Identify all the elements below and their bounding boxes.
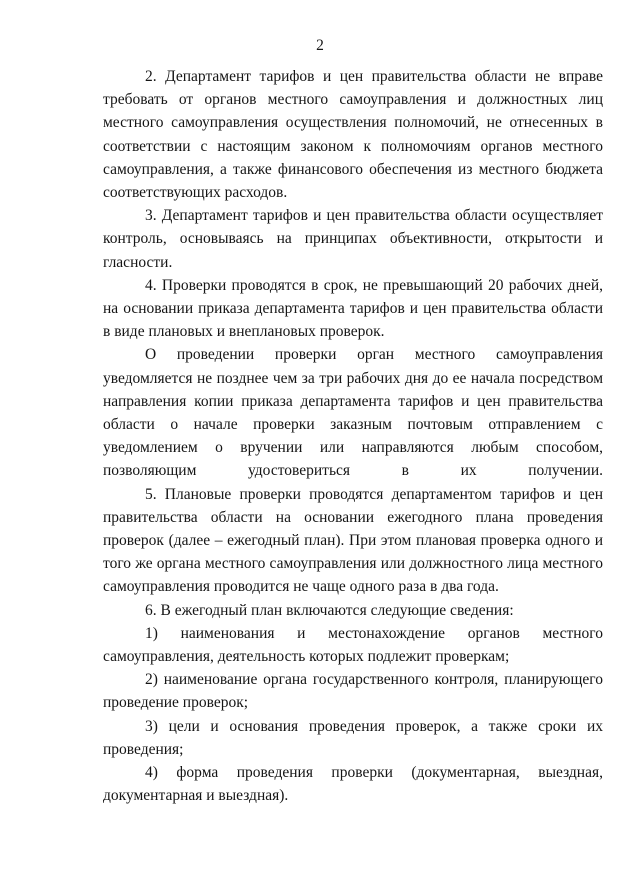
paragraph-line: 1) наименования и местонахождение органов местного xyxy=(145,624,603,642)
paragraph-line: 2. Департамент тарифов и цен правительства области не вправе xyxy=(145,68,603,85)
paragraph xyxy=(103,274,603,344)
paragraph-line: самоуправления осуществления полномочий, не отнесенных в соответствии с xyxy=(103,114,603,155)
paragraph-line: основании приказа департамента тарифов и цен правительства области в виде xyxy=(103,300,603,341)
paragraph xyxy=(103,622,603,668)
paragraph-line: О проведении проверки орган местного самоуправления уведомляется xyxy=(103,346,603,387)
paragraph-line: органа местного самоуправления или должностного лица местного xyxy=(156,555,603,573)
paragraph-line: 3) цели и основания проведения проверок, а также сроки их xyxy=(145,717,603,735)
paragraph-line: (далее – ежегодный план). При этом плановая проверка одного и того же xyxy=(103,532,604,573)
paragraph xyxy=(103,761,603,807)
page-number: 2 xyxy=(316,37,324,54)
paragraph-line: контроль, основываясь на принципах объективности, открытости и xyxy=(103,230,603,248)
paragraph-line: настоящим законом к полномочиям органов местного самоуправления, а xyxy=(103,137,604,178)
paragraph-line: проверки заказным почтовым отправлением с уведомлением о вручении или xyxy=(103,416,603,457)
paragraph-line: правительства области на основании ежегодного плана проведения проверок xyxy=(103,508,603,550)
paragraph-line: самоуправления проводится не чаще одного раза в два года. xyxy=(103,578,499,596)
paragraph-line: проведение проверок; xyxy=(103,694,249,712)
paragraph-line: документарная и выездная). xyxy=(103,787,289,805)
document-body xyxy=(103,65,603,808)
paragraph xyxy=(103,204,603,274)
paragraph-line: не позднее чем за три рабочих дня до ее начала посредством направления xyxy=(103,369,604,410)
paragraph xyxy=(103,483,603,599)
paragraph-line: 3. Департамент тарифов и цен правительства области осуществляет xyxy=(145,207,603,225)
paragraph-line: требовать от органов местного самоуправления и должностных лиц местного xyxy=(103,91,603,132)
paragraph-line: 4. Проверки проводятся в срок, не превышающий 20 рабочих дней, на xyxy=(103,276,603,318)
paragraph-line: 2) наименование органа государственного контроля, планирующего xyxy=(145,671,603,689)
paragraph xyxy=(103,343,603,482)
paragraph-line: получении. xyxy=(528,462,604,480)
paragraph-line: 6. В ежегодный план включаются следующие сведения: xyxy=(145,601,514,619)
paragraph-line: расходов. xyxy=(224,184,288,202)
paragraph xyxy=(103,668,603,714)
paragraph xyxy=(103,715,603,761)
paragraph-line: самоуправления, деятельность которых подлежит проверкам; xyxy=(103,648,510,666)
paragraph-line: также финансового обеспечения из местного бюджета соответствующих xyxy=(103,160,604,202)
paragraph-line: гласности. xyxy=(103,253,173,271)
paragraph-line: 4) форма проведения проверки (документарная, выездная, xyxy=(145,764,603,782)
paragraph xyxy=(103,65,603,204)
paragraph-line: плановых и внеплановых проверок. xyxy=(148,323,385,341)
paragraph-line: проведения; xyxy=(103,740,184,758)
paragraph xyxy=(103,599,603,622)
paragraph-line: копии приказа департамента тарифов и цен правительства области о начале xyxy=(103,392,603,434)
paragraph-line: 5. Плановые проверки проводятся департаментом тарифов и цен xyxy=(145,485,603,503)
paragraph-line: направляются любым способом, позволяющим удостовериться в их xyxy=(103,439,603,480)
